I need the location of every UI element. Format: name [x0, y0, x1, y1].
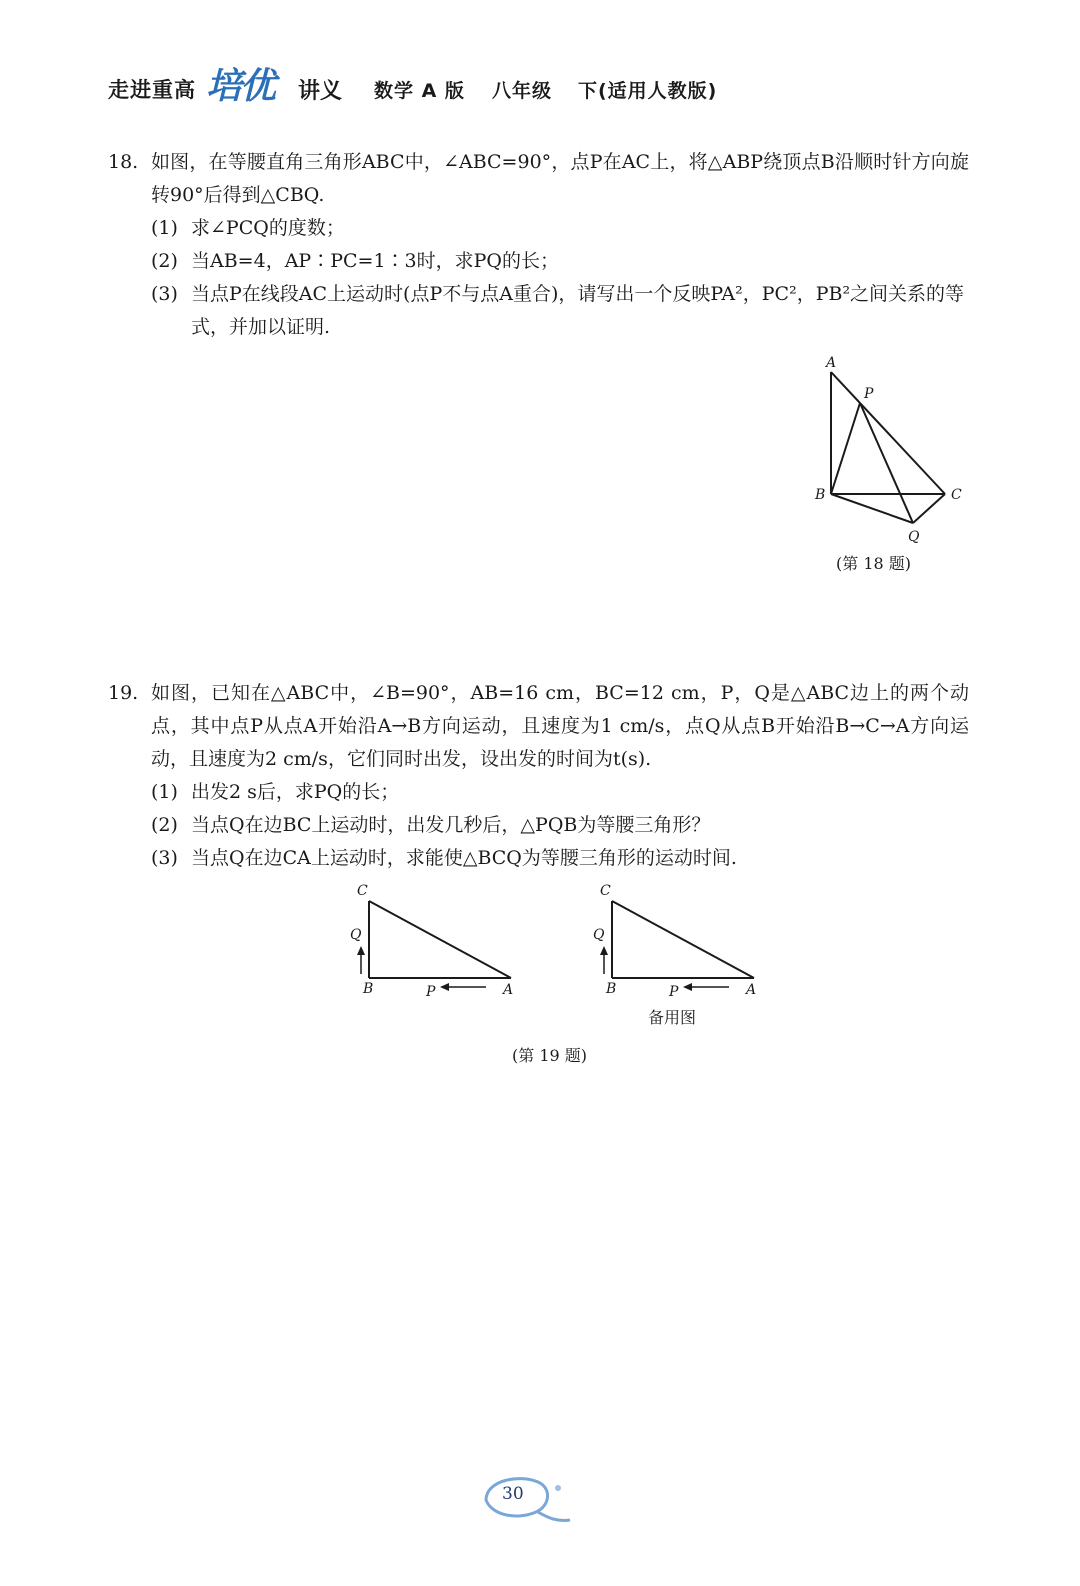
header-series: 走进重高	[108, 78, 196, 102]
segment-cq	[913, 494, 945, 523]
segment-bq	[831, 494, 913, 523]
page-number-badge	[478, 1466, 578, 1526]
question-stem: 如图，在等腰直角三角形ABC中，∠ABC=90°，点P在AC上，将△ABP绕顶点B沿顺时针方向旋转90°后得到△CBQ.	[151, 151, 969, 206]
part-text: 当点P在线段AC上运动时(点P不与点A重合)，请写出一个反映PA²，PC²，PB²之间关系的等式，并加以证明.	[191, 283, 965, 338]
point-label-p: P	[864, 386, 874, 402]
part-label: (2)	[151, 814, 178, 836]
part-label: (3)	[151, 847, 178, 869]
triangle-diagram-18	[800, 350, 980, 550]
right-triangle-diagram	[340, 878, 530, 1003]
part-text: 出发2 s后，求PQ的长；	[191, 781, 400, 803]
part-label: (2)	[151, 250, 178, 272]
point-label-q: Q	[593, 927, 605, 943]
backup-figure-caption: 备用图	[648, 1008, 697, 1027]
point-label-q: Q	[908, 529, 920, 545]
question-number: 19.	[108, 682, 139, 704]
point-label-a: A	[503, 982, 514, 998]
question-stem: 如图，已知在△ABC中，∠B=90°，AB=16 cm，BC=12 cm，P，Q是△ABC边上的两个动点，其中点P从点A开始沿A→B方向运动，且速度为1 cm/s，点Q从点B开始沿B→C→A方向运动，且速度为2 cm/s，它们同时出发，设出发的时间为t(s).	[151, 682, 969, 770]
page-number: 30	[502, 1484, 524, 1504]
right-triangle-diagram-backup	[583, 878, 773, 1003]
page-number-ornament	[478, 1466, 578, 1526]
ornament-dot	[555, 1485, 561, 1491]
point-label-b: B	[606, 981, 617, 997]
point-label-c: C	[600, 883, 611, 899]
point-label-b: B	[363, 981, 374, 997]
header-word: 讲义	[298, 79, 343, 104]
part-label: (1)	[151, 217, 178, 239]
q-motion-arrow-head	[357, 946, 365, 955]
part-text: 当AB=4，AP∶PC=1∶3时，求PQ的长；	[191, 250, 559, 272]
part-label: (3)	[151, 283, 178, 305]
figure-19-main	[340, 878, 530, 1003]
part-label: (1)	[151, 781, 178, 803]
part-text: 求∠PCQ的度数；	[191, 217, 345, 239]
point-label-a: A	[746, 982, 757, 998]
question-number: 18.	[108, 151, 139, 173]
point-label-c: C	[357, 883, 368, 899]
part-text: 当点Q在边CA上运动时，求能使△BCQ为等腰三角形的运动时间.	[191, 847, 737, 869]
page-header	[108, 64, 748, 114]
header-volume: 下(适用人教版)	[578, 80, 718, 102]
segment-bp	[831, 403, 860, 494]
header-brand-logo: 培优	[206, 65, 275, 107]
point-label-p: P	[426, 984, 436, 1000]
header-subject: 数学 A 版	[374, 80, 465, 102]
ornament-tail	[538, 1512, 570, 1521]
segment-ac	[831, 372, 945, 494]
point-label-a: A	[826, 355, 837, 371]
segment-pq	[860, 403, 913, 523]
segment-ca	[369, 901, 511, 978]
p-motion-arrow-head	[683, 983, 692, 991]
q-motion-arrow-head	[600, 946, 608, 955]
p-motion-arrow-head	[440, 983, 449, 991]
figure-19-backup	[583, 878, 773, 1003]
figure-18	[800, 350, 980, 550]
figure-19-caption: (第 19 题)	[512, 1046, 588, 1065]
point-label-p: P	[669, 984, 679, 1000]
segment-ca	[612, 901, 754, 978]
point-label-q: Q	[350, 927, 362, 943]
part-text: 当点Q在边BC上运动时，出发几秒后，△PQB为等腰三角形？	[191, 814, 711, 836]
header-grade: 八年级	[492, 80, 553, 102]
point-label-c: C	[951, 487, 962, 503]
point-label-b: B	[815, 487, 826, 503]
figure-18-caption: (第 18 题)	[836, 554, 912, 573]
